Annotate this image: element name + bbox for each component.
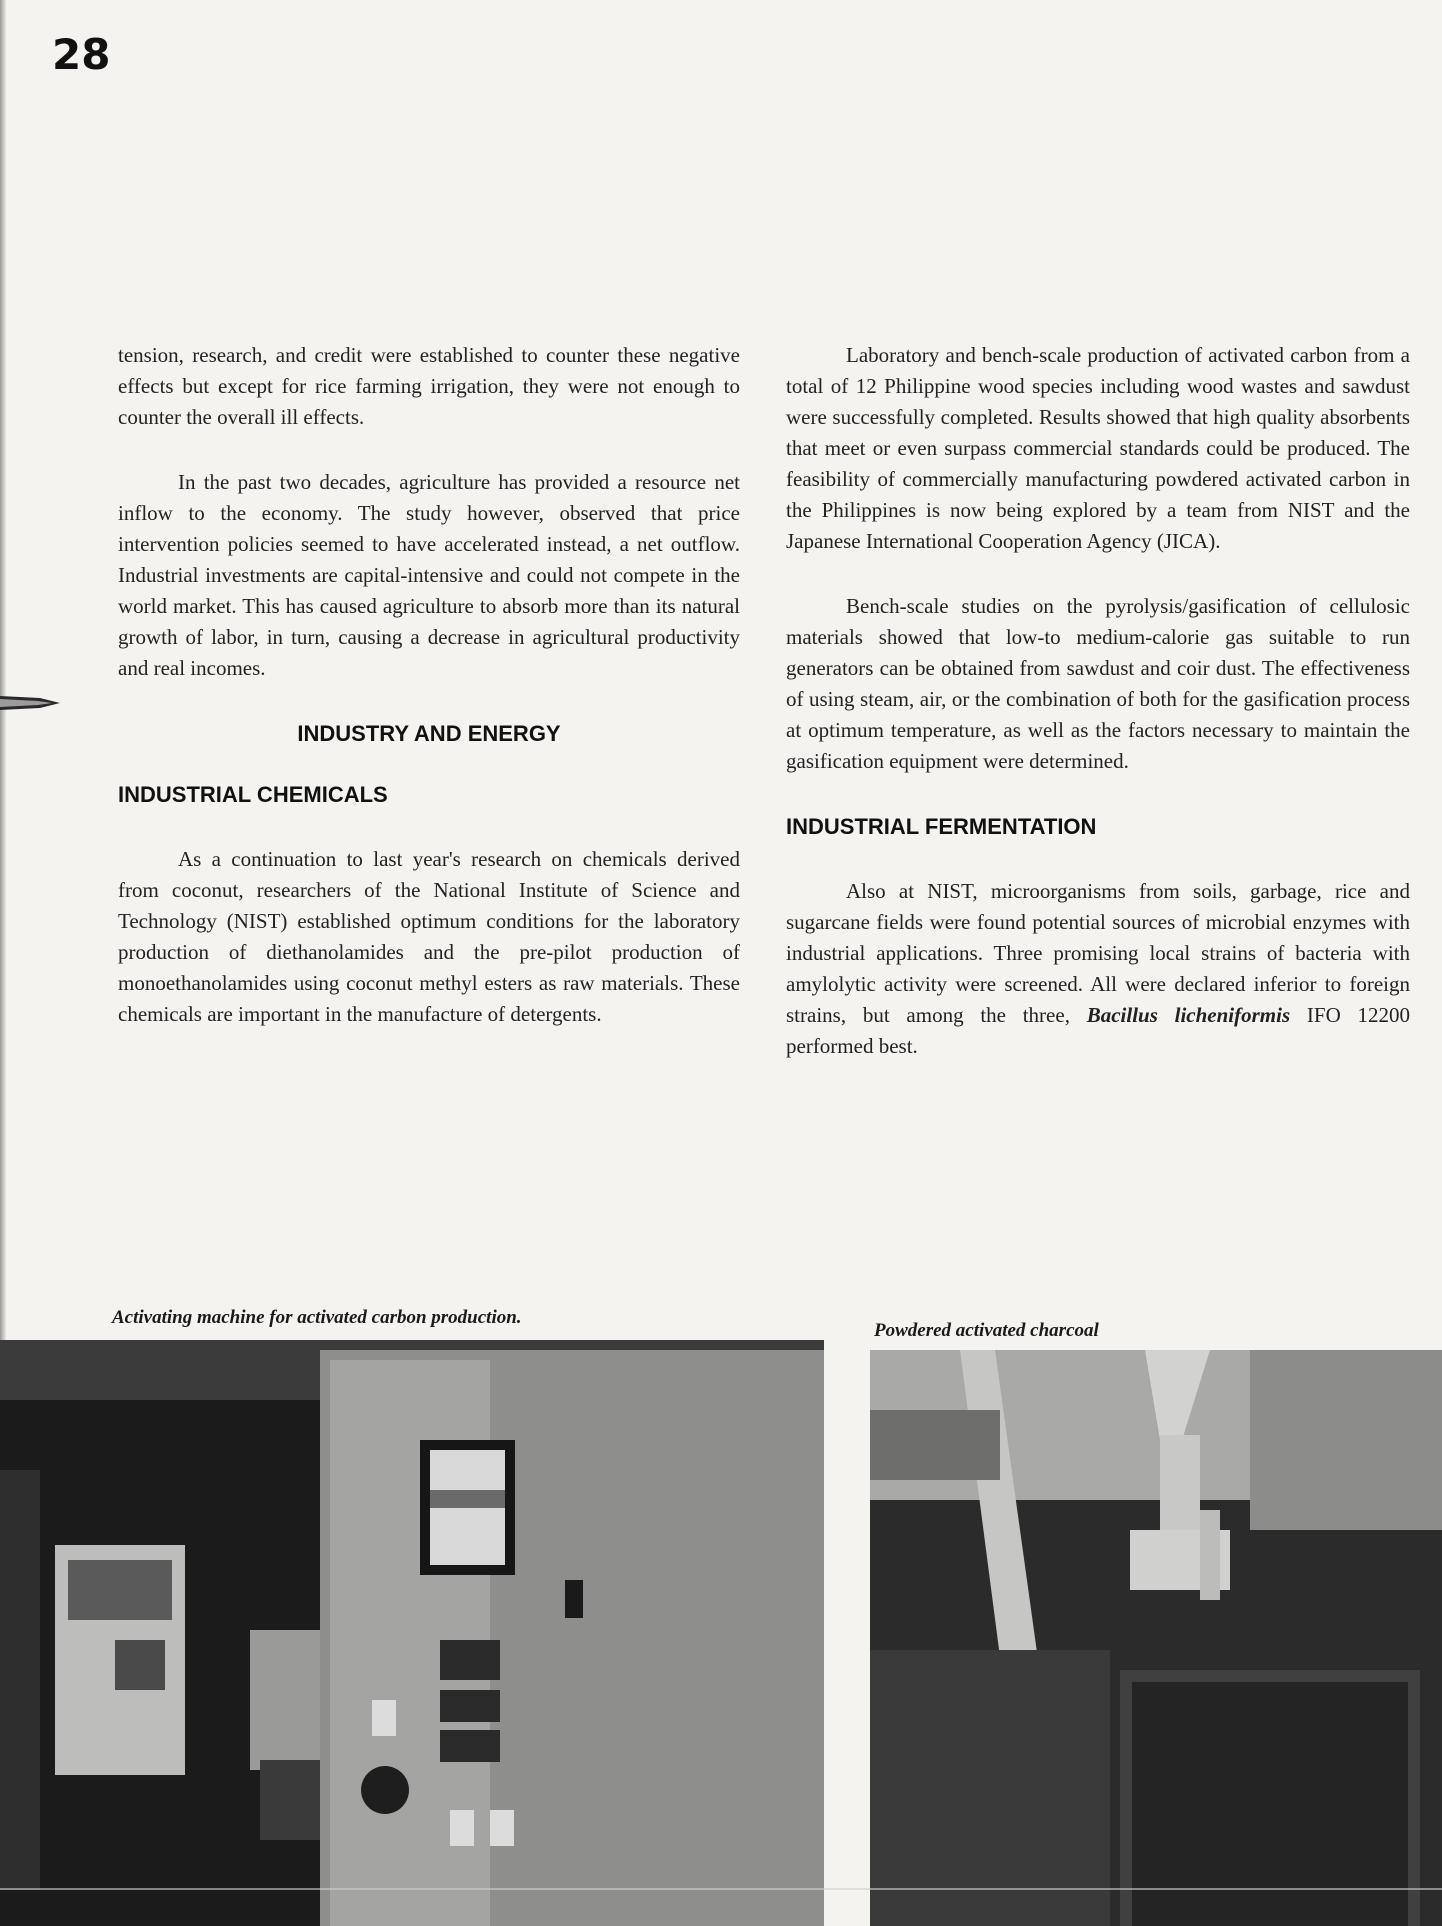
- photo-caption-right: Powdered activated charcoal: [874, 1320, 1099, 1341]
- section-heading: INDUSTRY AND ENERGY: [297, 721, 561, 746]
- paragraph: tension, research, and credit were established to counter these negative effects but except for rice farming irrigation, they were not enough to counter the overall ill effects.: [118, 343, 740, 429]
- paragraph: As a continuation to last year's research on chemicals derived from coconut, researchers of the National Institute of Science and Technology (NIST) established optimum conditions for the laboratory production of diethanolamides and the pre-pilot production of monoethanolamides using coconut methyl esters as raw materials. These chemicals are important in the manufacture of detergents.: [118, 847, 740, 1026]
- activating-machine-illustration: [0, 1340, 824, 1926]
- paragraph: In the past two decades, agriculture has provided a resource net inflow to the economy. The study however, observed that price intervention policies seemed to have accelerated instead, a net outflow. Industrial investments are capital-intensive and could not compete in the world market. This has caused agriculture to absorb more than its natural growth of labor, in turn, causing a decrease in agricultural productivity and real incomes.: [118, 470, 740, 680]
- paragraph-text: IFO 12200 performed best.: [786, 1003, 1410, 1058]
- page-number: 28: [52, 30, 111, 79]
- photo-caption-left: Activating machine for activated carbon production.: [112, 1307, 522, 1328]
- scan-line: [0, 1888, 1442, 1890]
- photo-powdered-charcoal: [870, 1350, 1442, 1926]
- paragraph: Bench-scale studies on the pyrolysis/gasification of cellulosic materials showed that low-to medium-calorie gas suitable to run generators can be obtained from sawdust and coir dust. The effectiveness of using steam, air, or the combination of both for the gasification process at optimum temperature, as well as the factors necessary to maintain the gasification equipment were determined.: [786, 594, 1410, 773]
- paragraph: [786, 876, 1410, 1062]
- paragraph: Laboratory and bench-scale production of activated carbon from a total of 12 Philippine wood species including wood wastes and sawdust were successfully completed. Results showed that high quality absorbents that meet or even surpass commercial standards could be produced. The feasibility of commercially manufacturing powdered activated carbon in the Philippines is now being explored by a team from NIST and the Japanese International Cooperation Agency (JICA).: [786, 343, 1410, 553]
- subsection-heading: INDUSTRIAL CHEMICALS: [118, 782, 388, 807]
- left-text-column: [118, 340, 740, 1064]
- paragraph-text: Also at NIST, microorganisms from soils, garbage, rice and sugarcane fields were found potential sources of microbial enzymes with industrial applications. Three promising local strains of bacteria with amylolytic activity were screened. All were declared inferior to foreign strains, but among the three,: [786, 879, 1410, 1027]
- right-text-column: [786, 340, 1410, 1096]
- photo-activating-machine: [0, 1340, 824, 1926]
- arrow-pointer-icon: [0, 686, 64, 720]
- powdered-charcoal-illustration: [870, 1350, 1442, 1926]
- species-name: Bacillus licheniformis: [1086, 1003, 1291, 1027]
- subsection-heading: INDUSTRIAL FERMENTATION: [786, 814, 1097, 839]
